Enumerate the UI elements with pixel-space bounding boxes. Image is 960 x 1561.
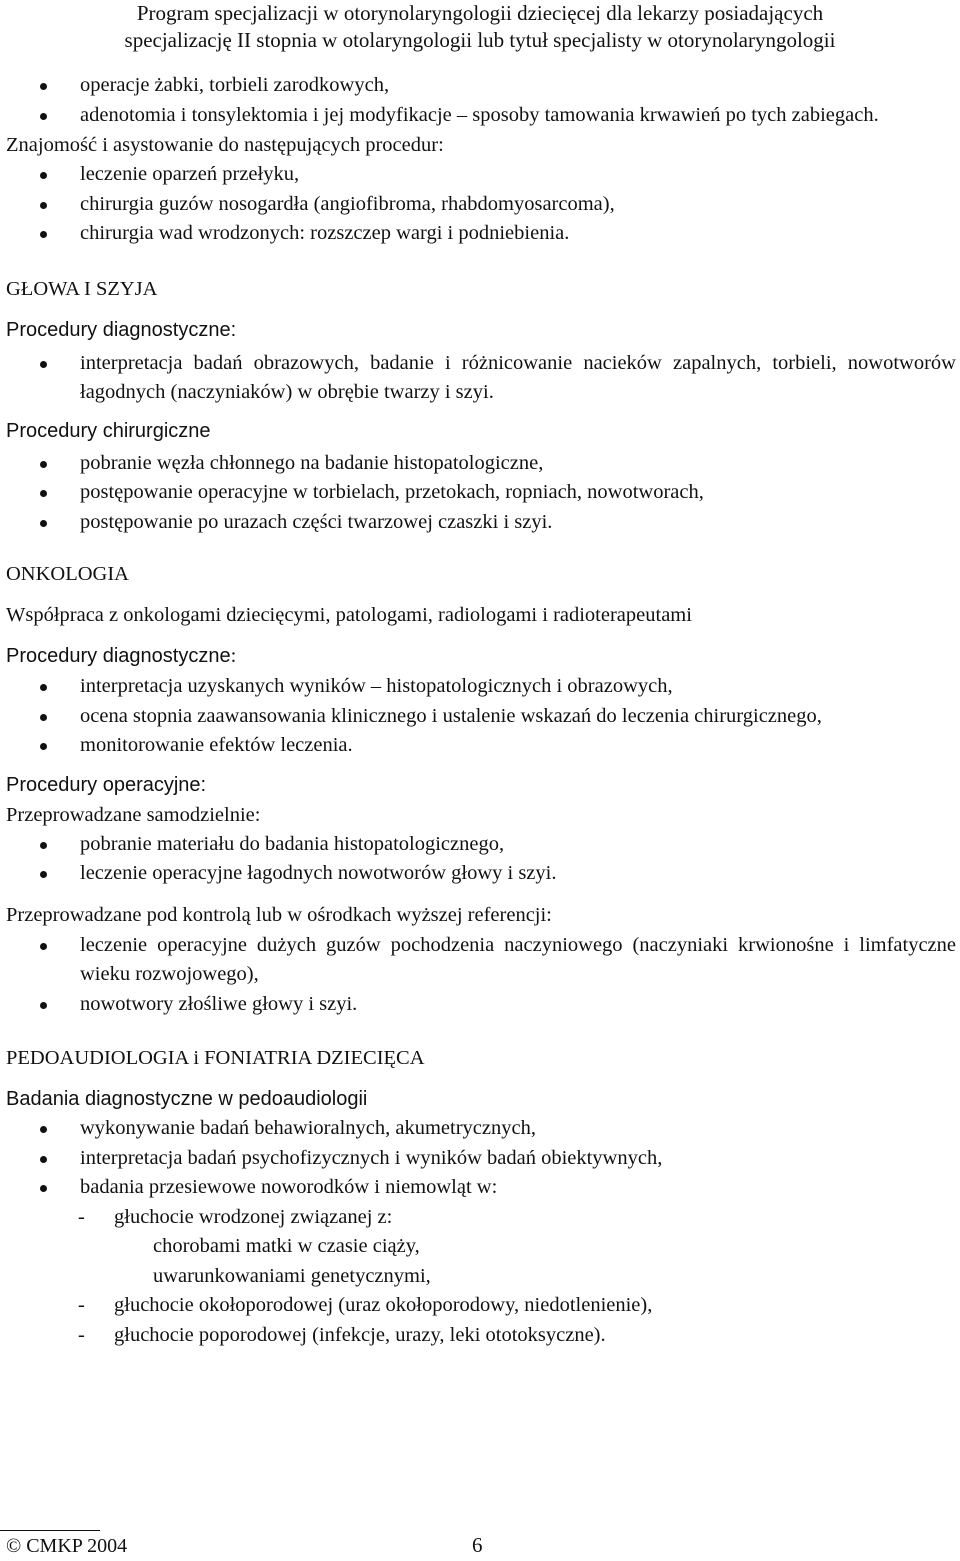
dash-marker: - — [78, 1323, 85, 1346]
section-title-head-neck: GŁOWA I SZYJA — [6, 277, 158, 300]
section-title-pedoaudiology: PEDOAUDIOLOGIA i FONIATRIA DZIECIĘCA — [6, 1047, 425, 1069]
subheading-onc-diagnostic-text: Procedury diagnostyczne — [6, 645, 231, 667]
subheading-colon: : — [230, 645, 237, 667]
subheading-onc-diagnostic — [6, 641, 956, 671]
list-item: chirurgia wad wrodzonych: rozszczep wargi i podniebienia. — [6, 219, 956, 249]
list-item: leczenie operacyjne dużych guzów pochodzenia naczyniowego (naczyniaki krwionośne i limfatyczne wieku rozwojowego), — [6, 931, 956, 990]
list-item: postępowanie po urazach części twarzowej czaszki i szyi. — [6, 508, 956, 538]
list-item: leczenie oparzeń przełyku, — [6, 160, 956, 190]
dash-item — [6, 1321, 956, 1351]
subheading-operative: Procedury operacyjne: — [6, 773, 207, 796]
head-neck-surg-list — [6, 449, 956, 538]
list-item: pobranie węzła chłonnego na badanie histopatologiczne, — [6, 449, 956, 479]
list-item: chirurgia guzów nosogardła (angiofibroma, rhabdomyosarcoma), — [6, 190, 956, 220]
page-header — [0, 0, 960, 54]
list-item: interpretacja badań psychofizycznych i wyników badań obiektywnych, — [6, 1144, 956, 1174]
list-item: nowotwory złośliwe głowy i szyi. — [6, 990, 956, 1020]
oncology-self-list — [6, 830, 956, 889]
subheading-pedo-diagnostic: Badania diagnostyczne w pedoaudiologii — [6, 1088, 368, 1110]
sub-item: chorobami matki w czasie ciąży, — [153, 1235, 420, 1257]
subheading-surgical: Procedury chirurgiczne — [6, 419, 211, 442]
list-item: operacje żabki, torbieli zarodkowych, — [6, 71, 956, 101]
list-item: interpretacja uzyskanych wyników – histopatologicznych i obrazowych, — [6, 672, 956, 702]
list-item: interpretacja badań obrazowych, badanie i różnicowanie nacieków zapalnych, torbieli, nowotworów łagodnych (naczyniaków) w obrębie twarzy i szyi. — [6, 349, 956, 408]
list-item: leczenie operacyjne łagodnych nowotworów głowy i szyi. — [6, 859, 956, 889]
dash-marker: - — [78, 1205, 85, 1228]
dash-marker: - — [78, 1294, 85, 1316]
list-item: wykonywanie badań behawioralnych, akumetrycznych, — [6, 1114, 956, 1144]
list-item: adenotomia i tonsylektomia i jej modyfikacje – sposoby tamowania krwawień po tych zabiegach. — [6, 101, 956, 131]
referral-label: Przeprowadzane pod kontrolą lub w ośrodkach wyższej referencji: — [6, 903, 552, 926]
assist-list — [6, 160, 956, 249]
footer-rule — [0, 1530, 100, 1531]
document-body — [6, 71, 956, 1350]
subheading-diagnostic: Procedury diagnostyczne: — [6, 318, 237, 341]
dash-item — [6, 1203, 956, 1233]
list-item: pobranie materiału do badania histopatologicznego, — [6, 830, 956, 860]
list-item: postępowanie operacyjne w torbielach, przetokach, ropniach, nowotworach, — [6, 478, 956, 508]
dash-item-text: głuchocie poporodowej (infekcje, urazy, leki ototoksyczne). — [114, 1323, 606, 1346]
dash-item-text: głuchocie wrodzonej związanej z: — [114, 1205, 393, 1228]
list-item: badania przesiewowe noworodków i niemowląt w: — [6, 1173, 956, 1203]
oncology-ref-list — [6, 931, 956, 1020]
list-item: monitorowanie efektów leczenia. — [6, 731, 956, 761]
top-bullet-list — [6, 71, 956, 130]
head-neck-diag-list — [6, 349, 956, 408]
header-line-2: specjalizację II stopnia w otolaryngologii lub tytuł specjalisty w otorynolaryngologii — [124, 28, 836, 52]
section-title-oncology: ONKOLOGIA — [6, 563, 129, 585]
oncology-cooperation: Współpraca z onkologami dziecięcymi, patologami, radiologami i radioterapeutami — [6, 604, 692, 626]
assist-intro: Znajomość i asystowanie do następujących procedur: — [6, 134, 444, 156]
dash-item — [6, 1291, 956, 1321]
page-number: 6 — [472, 1533, 483, 1557]
header-line-1: Program specjalizacji w otorynolaryngologii dziecięcej dla lekarzy posiadających — [136, 1, 824, 25]
footer-copyright: © CMKP 2004 — [6, 1535, 128, 1557]
dash-item-text: głuchocie okołoporodowej (uraz okołoporodowy, niedotlenienie), — [114, 1294, 653, 1316]
oncology-diag-list — [6, 672, 956, 761]
sub-item: uwarunkowaniami genetycznymi, — [153, 1264, 431, 1287]
pedo-list — [6, 1114, 956, 1203]
list-item: ocena stopnia zaawansowania klinicznego i ustalenie wskazań do leczenia chirurgicznego, — [6, 702, 956, 732]
page-footer — [0, 1524, 960, 1561]
self-performed-label: Przeprowadzane samodzielnie: — [6, 803, 261, 826]
